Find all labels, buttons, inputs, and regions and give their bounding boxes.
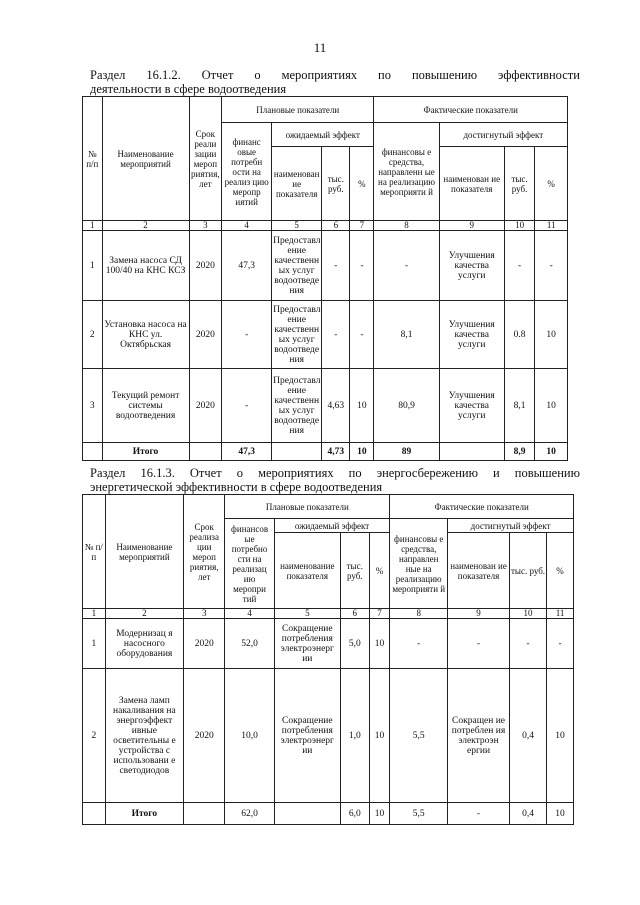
header-expected: ожидаемый эффект — [272, 123, 374, 147]
header-name: Наименование мероприятий — [105, 495, 183, 609]
cell: 2 — [83, 669, 106, 803]
cell: 52,0 — [225, 619, 275, 669]
cell: 8,1 — [374, 301, 439, 369]
col-number: 10 — [504, 221, 534, 231]
total-cell: 4,73 — [322, 443, 350, 461]
col-number: 2 — [102, 221, 189, 231]
section-heading-2-line1 — [90, 466, 580, 480]
header-planned: Плановые показатели — [225, 495, 390, 519]
cell: Модернизац я насосного оборудования — [105, 619, 183, 669]
col-number: 7 — [369, 609, 390, 619]
cell: Предоставл ение качественн ых услуг водоотведе ния — [272, 301, 322, 369]
header-thous: тыс. руб. — [340, 533, 369, 609]
cell: 2020 — [189, 369, 222, 443]
total-cell — [274, 803, 340, 825]
total-row — [83, 443, 568, 461]
col-number: 2 — [105, 609, 183, 619]
col-number: 10 — [509, 609, 546, 619]
cell: 3 — [83, 369, 103, 443]
cell: 2020 — [189, 301, 222, 369]
header-pct: % — [369, 533, 390, 609]
cell: - — [448, 619, 510, 669]
cell: - — [322, 231, 350, 301]
heading-word: энергосбережению — [376, 466, 478, 480]
cell: - — [509, 619, 546, 669]
header-num: № п/п — [83, 97, 103, 221]
table-row — [83, 369, 568, 443]
total-cell: 8,9 — [504, 443, 534, 461]
total-cell: 5,5 — [390, 803, 448, 825]
heading-word: эффективности — [498, 68, 580, 82]
cell: - — [350, 231, 374, 301]
cell: 1 — [83, 619, 106, 669]
header-ach-thous: тыс. руб. — [504, 147, 534, 221]
cell: 47,3 — [222, 231, 272, 301]
cell: Текущий ремонт системы водоотведения — [102, 369, 189, 443]
heading-word: мероприятиях — [281, 68, 358, 82]
header-expected: ожидаемый эффект — [274, 519, 390, 533]
cell: 80,9 — [374, 369, 439, 443]
cell: Замена насоса СД 100/40 на КНС КСЗ — [102, 231, 189, 301]
heading-word: повышению — [411, 68, 478, 82]
cell: 4,63 — [322, 369, 350, 443]
col-number: 8 — [390, 609, 448, 619]
total-cell: 10 — [535, 443, 568, 461]
cell: 10 — [547, 669, 574, 803]
cell: 10 — [535, 369, 568, 443]
col-number: 3 — [184, 609, 225, 619]
cell: Улучшения качества услуги — [439, 301, 504, 369]
header-exp-name: наименование показателя — [274, 533, 340, 609]
cell: 8,1 — [504, 369, 534, 443]
header-ach-name: наименован ие показателя — [448, 533, 510, 609]
heading-word: о — [254, 68, 261, 82]
heading-word: Раздел — [90, 68, 126, 82]
total-cell — [439, 443, 504, 461]
heading-word: Отчет — [201, 68, 234, 82]
header-name: Наименование мероприятий — [102, 97, 189, 221]
cell: Сокращен ие потреблен ия электроэн ергии — [448, 669, 510, 803]
cell: Установка насоса на КНС ул. Октябрьская — [102, 301, 189, 369]
heading-word: о — [236, 466, 244, 480]
cell: 10 — [369, 669, 390, 803]
col-number: 4 — [225, 609, 275, 619]
header-ach-pct: % — [547, 533, 574, 609]
table-row — [83, 231, 568, 301]
heading-word: Отчет — [189, 466, 222, 480]
cell: - — [222, 301, 272, 369]
header-planned: Плановые показатели — [222, 97, 374, 123]
col-number: 9 — [448, 609, 510, 619]
cell: Улучшения качества услуги — [439, 231, 504, 301]
header-achieved: достигнутый эффект — [439, 123, 567, 147]
header-actual: Фактические показатели — [390, 495, 574, 519]
cell: - — [504, 231, 534, 301]
cell: Замена ламп накаливания на энергоэффект ивные осветительны е устройства с использовани е светодиодов — [105, 669, 183, 803]
col-number: 1 — [83, 609, 106, 619]
measures-table-efficiency — [82, 96, 568, 461]
page-number: 11 — [313, 40, 327, 55]
column-number-row — [83, 609, 574, 619]
header-plan-fin: финансов ые потребно сти на реализац ию меропри тий — [225, 519, 275, 609]
total-cell — [184, 803, 225, 825]
header-ach-thous: тыс. руб. — [509, 533, 546, 609]
total-label: Итого — [102, 443, 189, 461]
cell: Предоставл ение качественн ых услуг водоотведе ния — [272, 231, 322, 301]
col-number: 6 — [340, 609, 369, 619]
col-number: 6 — [322, 221, 350, 231]
heading-word: 16.1.2. — [146, 68, 181, 82]
total-cell: 6,0 — [340, 803, 369, 825]
heading-word: мероприятиях — [258, 466, 334, 480]
header-pct: % — [350, 147, 374, 221]
measures-table-energy — [82, 494, 574, 825]
header-exp-name: наименован ие показателя — [272, 147, 322, 221]
total-cell: 10 — [369, 803, 390, 825]
col-number: 7 — [350, 221, 374, 231]
cell: Сокращение потребления электроэнерг ии — [274, 669, 340, 803]
col-number: 5 — [274, 609, 340, 619]
table-row — [83, 619, 574, 669]
col-number: 5 — [272, 221, 322, 231]
col-number: 11 — [535, 221, 568, 231]
cell: 10 — [369, 619, 390, 669]
section-heading-2-line2: энергетической эффективности в сфере водоотведения — [90, 480, 383, 494]
cell: - — [535, 231, 568, 301]
cell: 10 — [350, 369, 374, 443]
cell: - — [547, 619, 574, 669]
total-cell — [83, 443, 103, 461]
cell: - — [350, 301, 374, 369]
col-number: 11 — [547, 609, 574, 619]
header-thous: тыс. руб. — [322, 147, 350, 221]
header-ach-name: наименован ие показателя — [439, 147, 504, 221]
cell: - — [374, 231, 439, 301]
header-term: Срок реализа ции мероп риятия, лет — [184, 495, 225, 609]
total-cell: 0,4 — [509, 803, 546, 825]
table-row — [83, 301, 568, 369]
total-cell: 10 — [350, 443, 374, 461]
section-heading-1-line1 — [90, 68, 580, 82]
col-number: 9 — [439, 221, 504, 231]
cell: - — [222, 369, 272, 443]
total-cell: - — [448, 803, 510, 825]
total-cell: 89 — [374, 443, 439, 461]
cell: 0.8 — [504, 301, 534, 369]
total-label: Итого — [105, 803, 183, 825]
heading-word: Раздел — [90, 466, 126, 480]
cell: 1 — [83, 231, 103, 301]
header-ach-pct: % — [535, 147, 568, 221]
col-number: 3 — [189, 221, 222, 231]
header-fact-fin: финансовы е средства, направлен ные на реализацию мероприяти й — [390, 519, 448, 609]
cell: 5,5 — [390, 669, 448, 803]
cell: 0,4 — [509, 669, 546, 803]
total-cell — [83, 803, 106, 825]
cell: - — [390, 619, 448, 669]
heading-word: по — [378, 68, 391, 82]
cell: 10 — [535, 301, 568, 369]
col-number: 8 — [374, 221, 439, 231]
heading-word: 16.1.3. — [140, 466, 175, 480]
cell: 2 — [83, 301, 103, 369]
cell: 5,0 — [340, 619, 369, 669]
heading-word: по — [348, 466, 362, 480]
total-cell — [189, 443, 222, 461]
cell: Сокращение потребления электроэнерг ии — [274, 619, 340, 669]
total-row — [83, 803, 574, 825]
section-heading-2 — [90, 466, 580, 495]
header-achieved: достигнутый эффект — [448, 519, 574, 533]
col-number: 1 — [83, 221, 103, 231]
total-cell: 62,0 — [225, 803, 275, 825]
total-cell: 47,3 — [222, 443, 272, 461]
total-cell — [272, 443, 322, 461]
table-row — [83, 669, 574, 803]
section-heading-1 — [90, 68, 580, 97]
cell: 10,0 — [225, 669, 275, 803]
cell: 2020 — [184, 619, 225, 669]
heading-word: и — [493, 466, 500, 480]
cell: 1,0 — [340, 669, 369, 803]
header-fact-fin: финансовы е средства, направленн ые на реализацию мероприяти й — [374, 123, 439, 221]
header-actual: Фактические показатели — [374, 97, 568, 123]
col-number: 4 — [222, 221, 272, 231]
section-heading-1-line2: деятельности в сфере водоотведения — [90, 82, 287, 96]
cell: Улучшения качества услуги — [439, 369, 504, 443]
total-cell: 10 — [547, 803, 574, 825]
cell: Предоставл ение качественн ых услуг водоотведе ния — [272, 369, 322, 443]
header-term: Срок реали зации мероп риятия, лет — [189, 97, 222, 221]
cell: - — [322, 301, 350, 369]
header-plan-fin: финанс овые потребн ости на реализ цию меропр иятий — [222, 123, 272, 221]
cell: 2020 — [189, 231, 222, 301]
header-num: № п/п — [83, 495, 106, 609]
cell: 2020 — [184, 669, 225, 803]
heading-word: повышению — [514, 466, 580, 480]
column-number-row — [83, 221, 568, 231]
